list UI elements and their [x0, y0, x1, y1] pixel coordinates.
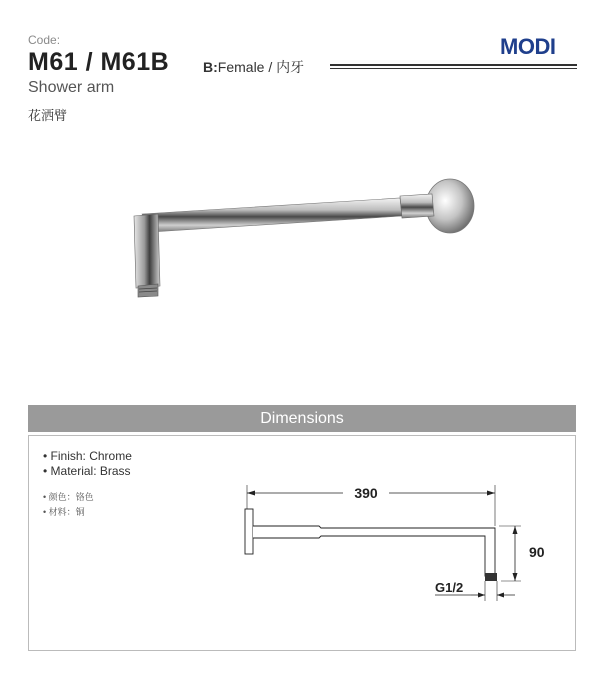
spec-material: • Material: Brass: [43, 464, 131, 478]
spec-finish: • Finish: Chrome: [43, 449, 132, 463]
product-name-en: Shower arm: [28, 79, 115, 96]
spec-material-cn: • 材料：铜: [43, 507, 85, 517]
code-label: Code:: [28, 33, 61, 47]
technical-drawing: [239, 481, 559, 606]
height-label: 90: [529, 544, 545, 560]
brand-logo: MODI: [500, 34, 556, 59]
variant-text: Female / 内牙: [217, 59, 305, 75]
variant-note: [203, 57, 304, 77]
dimensions-header: Dimensions: [28, 405, 576, 432]
model-number: M61 / M61B: [28, 48, 170, 76]
title-rule-thin: [330, 68, 577, 69]
product-photo: [120, 170, 480, 310]
variant-prefix: B:: [203, 59, 218, 75]
product-name-cn: 花洒臂: [28, 108, 68, 123]
thread-label: G1/2: [435, 580, 464, 595]
spec-finish-cn: • 颜色：铬色: [43, 492, 94, 502]
title-rule: [330, 64, 577, 66]
dimensions-panel: [28, 435, 576, 651]
length-label: 390: [354, 485, 378, 501]
